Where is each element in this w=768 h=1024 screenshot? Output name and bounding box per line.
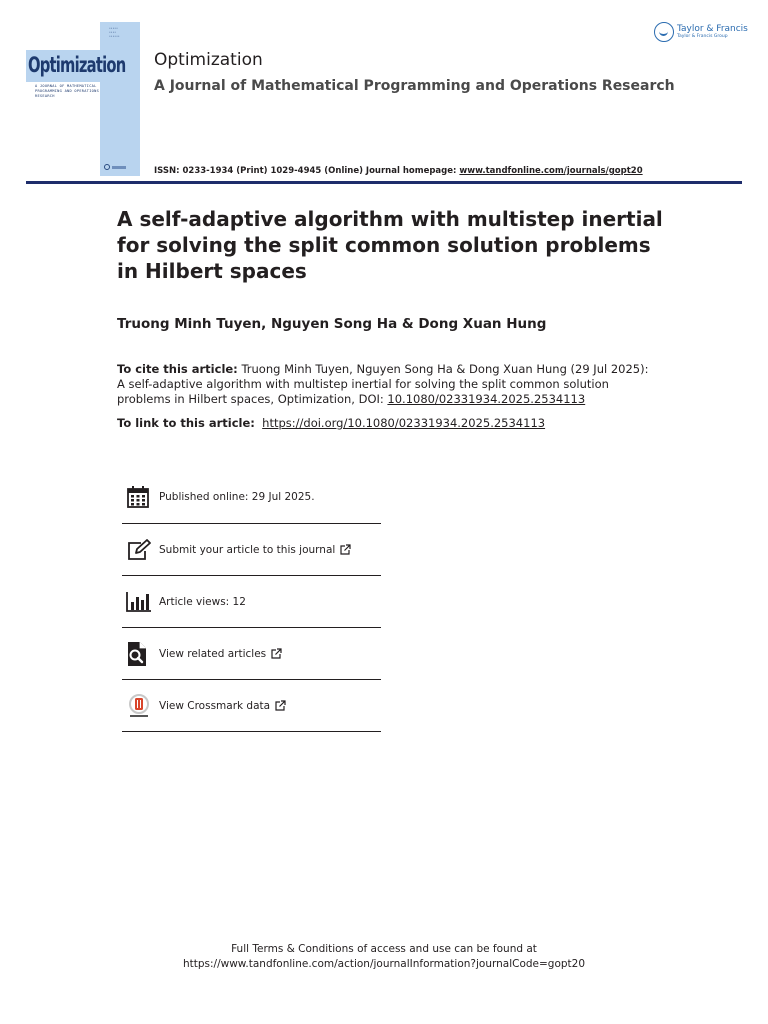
- article-info-list: [122, 470, 381, 732]
- cover-spine: [100, 22, 140, 176]
- cover-masthead-text: Optimization: [28, 53, 126, 77]
- header-divider: [26, 181, 742, 184]
- article-views-text: Article views: 12: [159, 595, 246, 608]
- journal-cover-thumbnail: [26, 22, 140, 176]
- calendar-icon: [126, 482, 156, 512]
- external-link-icon: [275, 700, 286, 711]
- cover-volume-info: ••••• •••• ••••••: [109, 26, 120, 38]
- crossmark-link[interactable]: [159, 700, 286, 712]
- published-online-row: [122, 470, 381, 524]
- edit-icon: [126, 535, 156, 565]
- article-doi-link[interactable]: https://doi.org/10.1080/02331934.2025.2534113: [262, 416, 546, 430]
- journal-name: Optimization: [154, 50, 263, 70]
- issn-line: [154, 166, 643, 176]
- external-link-icon: [271, 648, 282, 659]
- related-articles-link[interactable]: [159, 648, 282, 660]
- related-articles-row[interactable]: [122, 628, 381, 680]
- taylor-francis-logo[interactable]: [654, 22, 748, 42]
- footer-terms-link[interactable]: https://www.tandfonline.com/action/journalInformation?journalCode=gopt20: [182, 958, 586, 970]
- related-articles-label: View related articles: [159, 647, 267, 660]
- bar-chart-icon: [126, 587, 156, 617]
- cover-subtitle: A JOURNAL OF MATHEMATICAL PROGRAMMING AND OPERATIONS RESEARCH: [35, 84, 100, 98]
- publisher-name: Taylor & Francis: [677, 23, 748, 34]
- crossmark-row[interactable]: [122, 680, 381, 732]
- article-link-line: [117, 416, 545, 430]
- journal-homepage-link[interactable]: www.tandfonline.com/journals/gopt20: [459, 166, 643, 176]
- citation-block: [117, 362, 655, 407]
- cite-label: To cite this article:: [117, 362, 238, 376]
- journal-subtitle: A Journal of Mathematical Programming and Operations Research: [154, 78, 675, 94]
- submit-article-link[interactable]: [159, 544, 351, 556]
- issn-text: ISSN: 0233-1934 (Print) 1029-4945 (Online) Journal homepage:: [154, 166, 460, 176]
- footer-line-1: Full Terms & Conditions of access and use can be found at: [231, 943, 537, 955]
- published-online-text: Published online: 29 Jul 2025.: [159, 490, 315, 503]
- cite-text: Truong Minh Tuyen, Nguyen Song Ha & Dong Xuan Hung (29 Jul 2025): A self-adaptive algorithm with multistep inertial for solving the split common solution problems in Hilbert spaces, Optimization, DOI:: [117, 362, 649, 406]
- link-label: To link to this article:: [117, 416, 255, 430]
- taylor-francis-emblem-icon: [654, 22, 674, 42]
- search-document-icon: [126, 639, 156, 669]
- crossmark-icon: [126, 691, 156, 721]
- article-views-row: [122, 576, 381, 628]
- external-link-icon: [340, 544, 351, 555]
- article-title: A self-adaptive algorithm with multistep inertial for solving the split common solution problems in Hilbert spaces: [117, 207, 663, 283]
- cite-doi-link[interactable]: 10.1080/02331934.2025.2534113: [387, 392, 586, 406]
- cover-masthead: [26, 50, 126, 82]
- cover-publisher-logo: [104, 163, 128, 171]
- publisher-group: Taylor & Francis Group: [677, 33, 728, 39]
- submit-article-label: Submit your article to this journal: [159, 543, 336, 556]
- article-authors: Truong Minh Tuyen, Nguyen Song Ha & Dong Xuan Hung: [117, 316, 547, 332]
- footer-terms: [0, 942, 768, 972]
- submit-article-row[interactable]: [122, 524, 381, 576]
- crossmark-label: View Crossmark data: [159, 699, 271, 712]
